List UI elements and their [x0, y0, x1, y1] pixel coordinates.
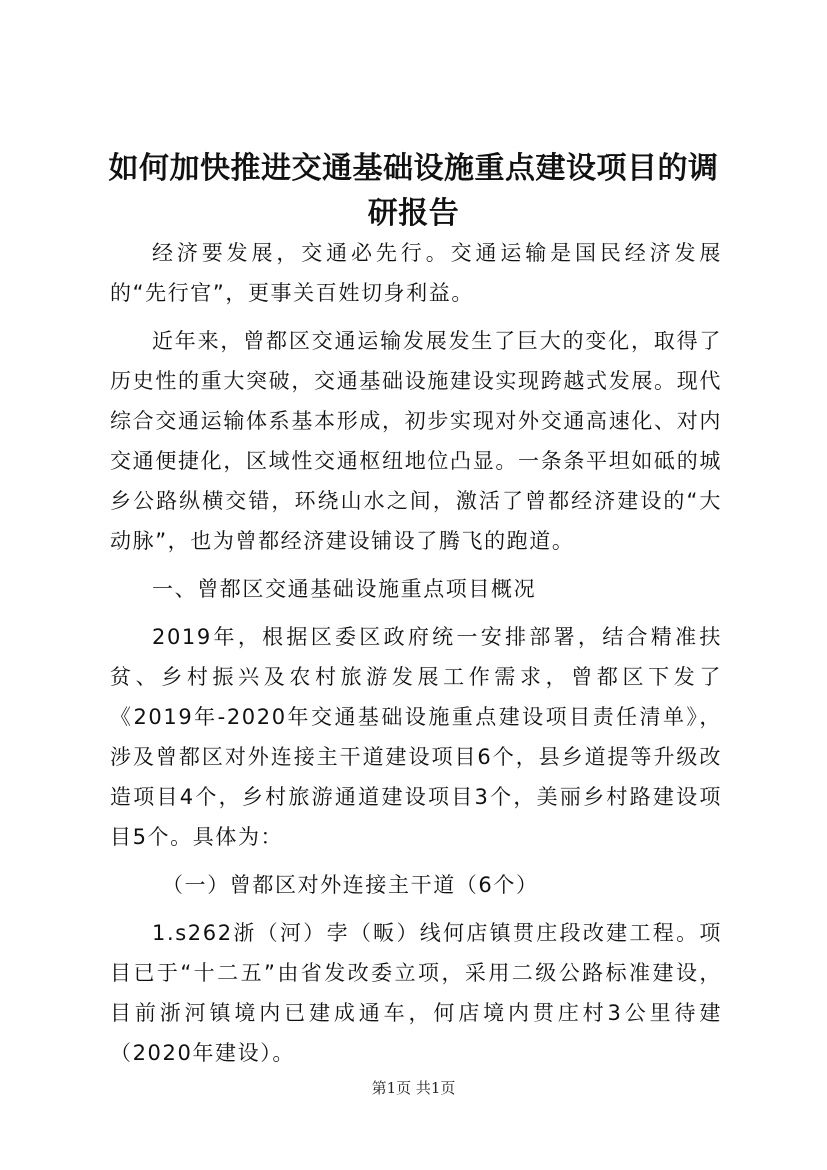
paragraph-overview: 2019年，根据区委区政府统一安排部署，结合精准扶贫、乡村振兴及农村旅游发展工作需求，曾都区下发了《2019年-2020年交通基础设施重点建设项目责任清单》，涉及曾都区对外连接主干道建设项目6个，县乡道提等升级改造项目4个，乡村旅游通道建设项目3个，美丽乡村路建设项目5个。具体为： [110, 625, 722, 849]
paragraph-project-1: 1.s262浙（河）孛（畈）线何店镇贯庄段改建工程。项目已于“十二五”由省发改委立项，采用二级公路标准建设，目前浙河镇境内已建成通车，何店境内贯庄村3公里待建（2020年建设）。 [110, 921, 722, 1065]
page-footer: 第1页 共1页 [371, 1079, 456, 1097]
paragraph-intro: 经济要发展，交通必先行。交通运输是国民经济发展的“先行官”，更事关百姓切身利益。 [110, 241, 722, 305]
document-title: 如何加快推进交通基础设施重点建设项目的调研报告 [108, 151, 719, 231]
subsection-heading: （一）曾都区对外连接主干道（6个） [162, 873, 539, 897]
section-heading: 一、曾都区交通基础设施重点项目概况 [152, 577, 537, 601]
paragraph-development: 近年来，曾都区交通运输发展发生了巨大的变化，取得了历史性的重大突破，交通基础设施建设实现跨越式发展。现代综合交通运输体系基本形成，初步实现对外交通高速化、对内交通便捷化，区域性交通枢纽地位凸显。一条条平坦如砥的城乡公路纵横交错，环绕山水之间，激活了曾都经济建设的“大动脉”，也为曾都经济建设铺设了腾飞的跑道。 [110, 329, 722, 553]
document-body [110, 233, 722, 1081]
